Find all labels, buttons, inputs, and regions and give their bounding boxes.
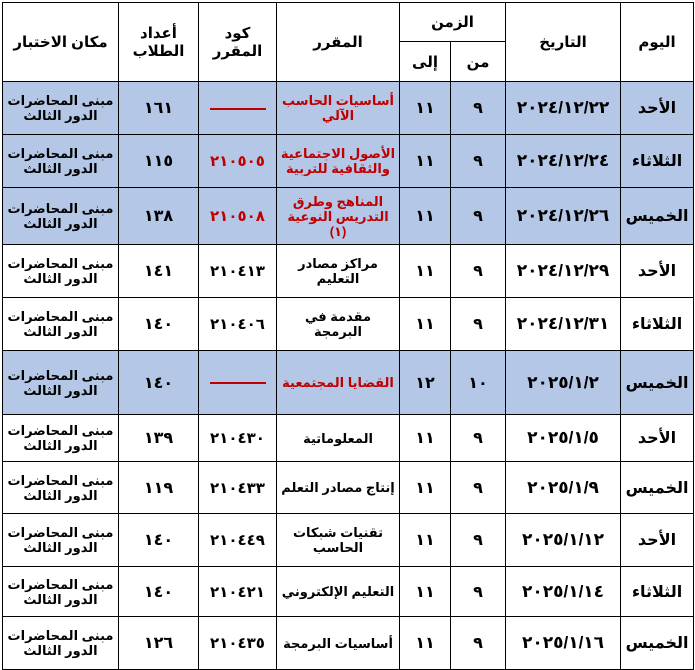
students-count-cell: ١١٥ (119, 135, 199, 188)
header-date: التاريخ (506, 3, 621, 82)
time-to-cell: ١١ (400, 298, 451, 351)
place-cell: مبنى المحاضرات الدور الثالث (3, 188, 119, 245)
table-row (3, 188, 694, 245)
students-count-cell: ١٤٠ (119, 298, 199, 351)
place-cell: مبنى المحاضرات الدور الثالث (3, 351, 119, 415)
date-cell: ٢٠٢٥/١/٥ (506, 415, 621, 462)
time-from-cell: ٩ (451, 462, 506, 514)
table-row (3, 245, 694, 298)
header-time: الزمن (400, 3, 506, 42)
time-to-cell: ١١ (400, 617, 451, 670)
course-cell: أساسيات البرمجة (277, 617, 400, 670)
students-count-cell: ١٤٠ (119, 567, 199, 617)
time-to-cell: ١١ (400, 188, 451, 245)
students-count-cell: ١٤٠ (119, 351, 199, 415)
course-code-cell: ٢١٠٤٣٥ (199, 617, 277, 670)
time-to-cell: ١١ (400, 82, 451, 135)
table-row (3, 415, 694, 462)
date-cell: ٢٠٢٤/١٢/٢٦ (506, 188, 621, 245)
table-row (3, 82, 694, 135)
empty-code-dash (210, 382, 266, 384)
course-code-cell: ٢١٠٤٢١ (199, 567, 277, 617)
time-from-cell: ٩ (451, 617, 506, 670)
day-cell: الثلاثاء (621, 298, 694, 351)
time-from-cell: ٩ (451, 82, 506, 135)
place-cell: مبنى المحاضرات الدور الثالث (3, 617, 119, 670)
course-code-cell: ٢١٠٤٣٣ (199, 462, 277, 514)
course-code-cell (199, 351, 277, 415)
students-count-cell: ١٤١ (119, 245, 199, 298)
header-to: إلى (400, 42, 451, 82)
students-count-cell: ١٤٠ (119, 514, 199, 567)
time-from-cell: ١٠ (451, 351, 506, 415)
course-cell: التعليم الإلكتروني (277, 567, 400, 617)
course-code-cell: ٢١٠٤١٣ (199, 245, 277, 298)
day-cell: الأحد (621, 514, 694, 567)
time-to-cell: ١١ (400, 415, 451, 462)
date-cell: ٢٠٢٤/١٢/٢٢ (506, 82, 621, 135)
time-from-cell: ٩ (451, 298, 506, 351)
header-students: أعداد الطلاب (119, 3, 199, 82)
time-from-cell: ٩ (451, 245, 506, 298)
course-code-cell: ٢١٠٤٠٦ (199, 298, 277, 351)
time-from-cell: ٩ (451, 514, 506, 567)
header-place: مكان الاختبار (3, 3, 119, 82)
course-code-cell: ٢١٠٥٠٥ (199, 135, 277, 188)
time-to-cell: ١٢ (400, 351, 451, 415)
course-code-cell: ٢١٠٥٠٨ (199, 188, 277, 245)
place-cell: مبنى المحاضرات الدور الثالث (3, 135, 119, 188)
date-cell: ٢٠٢٥/١/٢ (506, 351, 621, 415)
course-code-cell: ٢١٠٤٣٠ (199, 415, 277, 462)
date-cell: ٢٠٢٥/١/١٢ (506, 514, 621, 567)
time-to-cell: ١١ (400, 245, 451, 298)
date-cell: ٢٠٢٥/١/١٦ (506, 617, 621, 670)
day-cell: الخميس (621, 617, 694, 670)
course-cell: الأصول الاجتماعية والثقافية للتربية (277, 135, 400, 188)
course-code-cell (199, 82, 277, 135)
time-from-cell: ٩ (451, 415, 506, 462)
date-cell: ٢٠٢٥/١/٩ (506, 462, 621, 514)
students-count-cell: ١٦١ (119, 82, 199, 135)
place-cell: مبنى المحاضرات الدور الثالث (3, 514, 119, 567)
table-row (3, 567, 694, 617)
table-row (3, 617, 694, 670)
students-count-cell: ١١٩ (119, 462, 199, 514)
table-row (3, 135, 694, 188)
date-cell: ٢٠٢٤/١٢/٢٤ (506, 135, 621, 188)
header-day: اليوم (621, 3, 694, 82)
time-from-cell: ٩ (451, 567, 506, 617)
course-cell: المعلوماتية (277, 415, 400, 462)
day-cell: الخميس (621, 188, 694, 245)
date-cell: ٢٠٢٥/١/١٤ (506, 567, 621, 617)
time-from-cell: ٩ (451, 135, 506, 188)
time-to-cell: ١١ (400, 135, 451, 188)
course-cell: المناهج وطرق التدريس النوعية (١) (277, 188, 400, 245)
time-to-cell: ١١ (400, 462, 451, 514)
course-cell: القضايا المجتمعية (277, 351, 400, 415)
header-course: المقرر (277, 3, 400, 82)
course-cell: مراكز مصادر التعليم (277, 245, 400, 298)
day-cell: الثلاثاء (621, 567, 694, 617)
empty-code-dash (210, 108, 266, 110)
place-cell: مبنى المحاضرات الدور الثالث (3, 415, 119, 462)
course-cell: أساسيات الحاسب الآلي (277, 82, 400, 135)
students-count-cell: ١٢٦ (119, 617, 199, 670)
header-from: من (451, 42, 506, 82)
course-cell: تقنيات شبكات الحاسب (277, 514, 400, 567)
time-to-cell: ١١ (400, 567, 451, 617)
place-cell: مبنى المحاضرات الدور الثالث (3, 462, 119, 514)
table-row (3, 298, 694, 351)
day-cell: الأحد (621, 415, 694, 462)
place-cell: مبنى المحاضرات الدور الثالث (3, 82, 119, 135)
place-cell: مبنى المحاضرات الدور الثالث (3, 298, 119, 351)
day-cell: الأحد (621, 82, 694, 135)
day-cell: الثلاثاء (621, 135, 694, 188)
time-to-cell: ١١ (400, 514, 451, 567)
students-count-cell: ١٣٩ (119, 415, 199, 462)
place-cell: مبنى المحاضرات الدور الثالث (3, 245, 119, 298)
day-cell: الأحد (621, 245, 694, 298)
day-cell: الخميس (621, 462, 694, 514)
date-cell: ٢٠٢٤/١٢/٣١ (506, 298, 621, 351)
course-cell: مقدمة في البرمجة (277, 298, 400, 351)
table-row (3, 462, 694, 514)
date-cell: ٢٠٢٤/١٢/٢٩ (506, 245, 621, 298)
place-cell: مبنى المحاضرات الدور الثالث (3, 567, 119, 617)
header-code: كود المقرر (199, 3, 277, 82)
table-row (3, 514, 694, 567)
table-row (3, 351, 694, 415)
day-cell: الخميس (621, 351, 694, 415)
course-cell: إنتاج مصادر التعلم (277, 462, 400, 514)
students-count-cell: ١٣٨ (119, 188, 199, 245)
exam-schedule-table (2, 2, 694, 670)
schedule-body (3, 82, 694, 670)
time-from-cell: ٩ (451, 188, 506, 245)
course-code-cell: ٢١٠٤٤٩ (199, 514, 277, 567)
